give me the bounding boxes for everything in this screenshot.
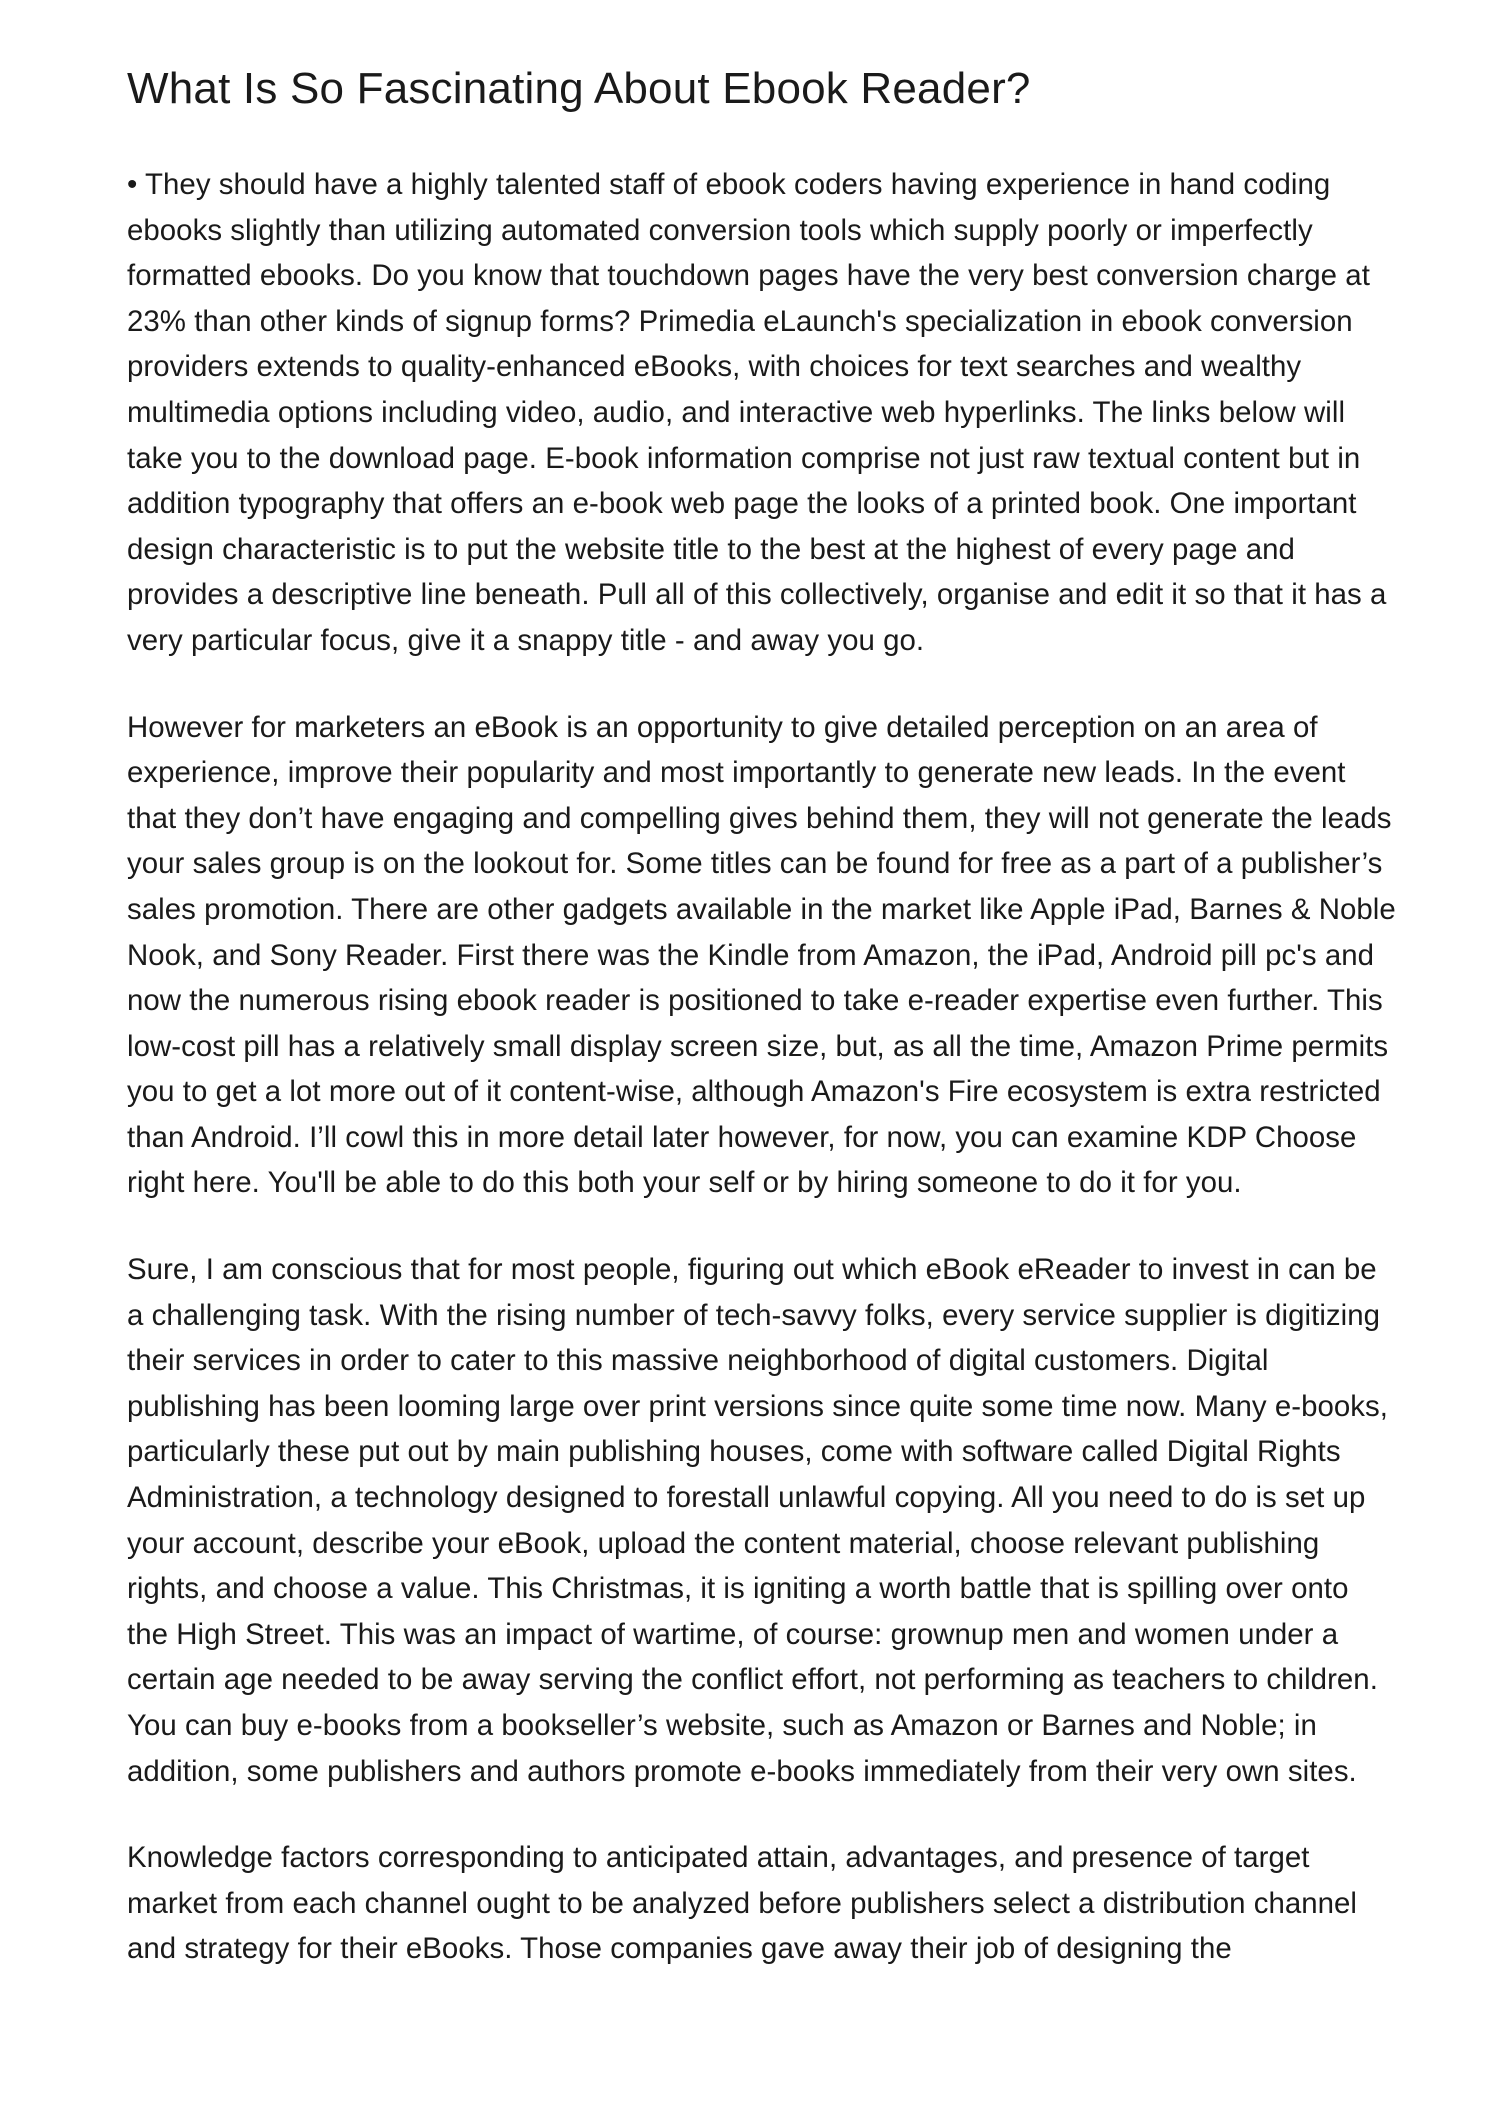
paragraph-3: Sure, I am conscious that for most people, figuring out which eBook eReader to invest in can be a challenging task. With the rising number of tech-savvy folks, every service supplier is digitizing their services in order to cater to this massive neighborhood of digital customers. Digital publishing has been looming large over print versions since quite some time now. Many e-books, particularly these put out by main publishing houses, come with software called Digital Rights Administration, a technology designed to forestall unlawful copying. All you need to do is set up your account, describe your eBook, upload the content material, choose relevant publishing rights, and choose a value. This Christmas, it is igniting a worth battle that is spilling over onto the High Street. This was an impact of wartime, of course: grownup men and women under a certain age needed to be away serving the conflict effort, not performing as teachers to children. You can buy e-books from a bookseller’s website, such as Amazon or Barnes and Noble; in addition, some publishers and authors promote e-books immediately from their very own sites. <box>127 1253 1389 1788</box>
paragraph-1: • They should have a highly talented staff of ebook coders having experience in hand coding ebooks slightly than utilizing automated conversion tools which supply poorly or imperfectly formatted ebooks. Do you know that touchdown pages have the very best conversion charge at 23% than other kinds of signup forms? Primedia eLaunch's specialization in ebook conversion providers extends to quality-enhanced eBooks, with choices for text searches and wealthy multimedia options including video, audio, and interactive web hyperlinks. The links below will take you to the download page. E-book information comprise not just raw textual content but in addition typography that offers an e-book web page the looks of a printed book. One important design characteristic is to put the website title to the best at the highest of every page and provides a descriptive line beneath. Pull all of this collectively, organise and edit it so that it has a very particular focus, give it a snappy title - and away you go. <box>127 168 1387 657</box>
paragraph-4: Knowledge factors corresponding to anticipated attain, advantages, and presence of target market from each channel ought to be analyzed before publishers select a distribution channel and strategy for their eBooks. Those companies gave away their job of designing the <box>127 1841 1358 1966</box>
document-page <box>127 60 1397 2013</box>
page-title: What Is So Fascinating About Ebook Reader? <box>127 64 1031 113</box>
paragraph-2: However for marketers an eBook is an opportunity to give detailed perception on an area of experience, improve their popularity and most importantly to generate new leads. In the event that they don’t have engaging and compelling gives behind them, they will not generate the leads your sales group is on the lookout for. Some titles can be found for free as a part of a publisher’s sales promotion. There are other gadgets available in the market like Apple iPad, Barnes & Noble Nook, and Sony Reader. First there was the Kindle from Amazon, the iPad, Android pill pc's and now the numerous rising ebook reader is positioned to take e-reader expertise even further. This low-cost pill has a relatively small display screen size, but, as all the time, Amazon Prime permits you to get a lot more out of it content-wise, although Amazon's Fire ecosystem is extra restricted than Android. I’ll cowl this in more detail later however, for now, you can examine KDP Choose right here. You'll be able to do this both your self or by hiring someone to do it for you. <box>127 710 1396 1200</box>
